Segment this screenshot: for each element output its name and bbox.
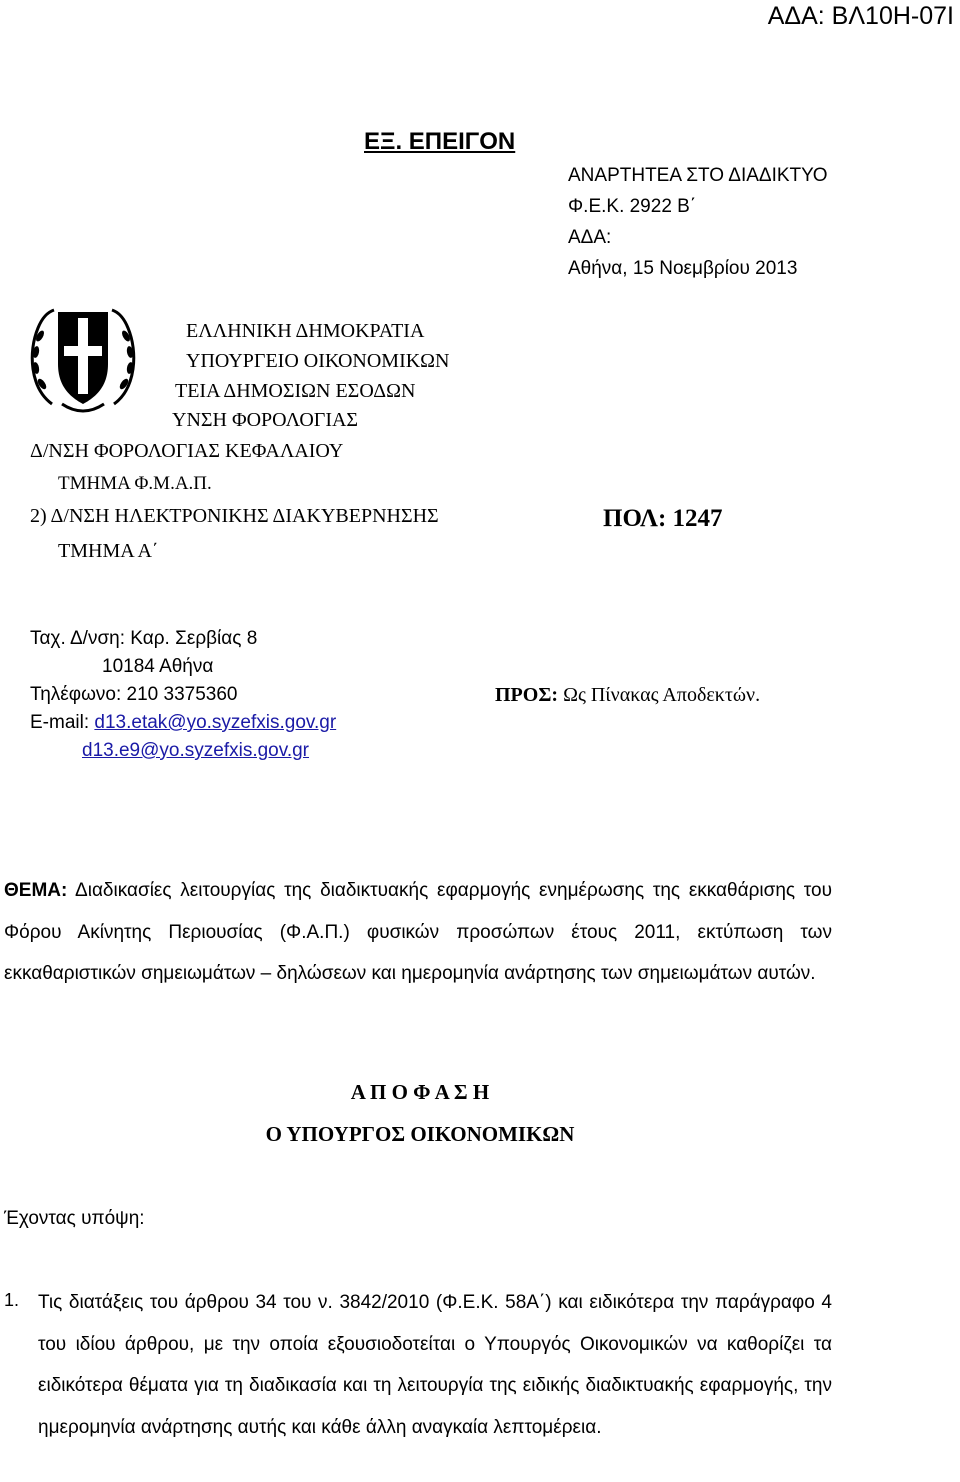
item-text: Τις διατάξεις του άρθρου 34 του ν. 3842/2010 (Φ.Ε.Κ. 58Α΄) και ειδικότερα την παράγραφο 4 του ιδίου άρθρου, με την οποία εξουσιοδοτείται ο Υπουργός Οικονομικών να καθορίζει τα ειδικότερα θέματα για τη διαδικασία και τη λειτουργία της ειδικής διαδικτυακής εφαρμογής, την ημερομηνία ανάρτησης αυτής και κάθε άλλη αναγκαία λεπτομέρεια. xyxy=(38,1292,832,1438)
agency-line-6: ΤΜΗΜΑ Φ.Μ.Α.Π. xyxy=(58,473,212,494)
agency-line-1: ΕΛΛΗΝΙΚΗ ΔΗΜΟΚΡΑΤΙΑ xyxy=(186,320,425,342)
item-number: 1. xyxy=(4,1290,20,1310)
email-link-1[interactable]: d13.etak@yo.syzefxis.gov.gr xyxy=(94,712,337,733)
issue-date: Αθήνα, 15 Νοεμβρίου 2013 xyxy=(568,258,798,279)
subject-text: Διαδικασίες λειτουργίας της διαδικτυακής εφαρμογής ενημέρωσης της εκκαθάρισης του Φόρου Ακίνητης Περιουσίας (Φ.Α.Π.) φυσικών προσώπων έτους 2011, εκτύπωση των εκκαθαριστικών σημειωμάτων – δηλώσεων και ημερομηνία ανάρτησης των σημειωμάτων αυτών. xyxy=(4,880,833,984)
recipient-label: ΠΡΟΣ: xyxy=(495,684,559,706)
contact-city: 10184 Αθήνα xyxy=(102,656,214,677)
minister-title: Ο ΥΠΟΥΡΓΟΣ ΟΙΚΟΝΟΜΙΚΩΝ xyxy=(265,1122,575,1146)
recipient xyxy=(495,684,760,707)
publish-note: ΑΝΑΡΤΗΤΕΑ ΣΤΟ ΔΙΑΔΙΚΤΥΟ xyxy=(568,165,828,186)
contact-address: Ταχ. Δ/νση: Καρ. Σερβίας 8 xyxy=(30,628,258,649)
decision-title: Α Π Ο Φ Α Σ Η xyxy=(350,1080,490,1104)
considering-label: Έχοντας υπόψη: xyxy=(4,1208,145,1229)
email-label: E-mail: xyxy=(30,712,90,733)
contact-email-row xyxy=(30,712,336,734)
subject-label: ΘΕΜΑ: xyxy=(4,880,68,901)
agency-line-7: 2) Δ/ΝΣΗ ΗΛΕΚΤΡΟΝΙΚΗΣ ΔΙΑΚΥΒΕΡΝΗΣΗΣ xyxy=(30,505,439,527)
agency-line-3: ΤΕΙΑ ΔΗΜΟΣΙΩΝ ΕΣΟΔΩΝ xyxy=(175,380,416,402)
agency-line-4: ΥΝΣΗ ΦΟΡΟΛΟΓΙΑΣ xyxy=(172,409,359,431)
ada-field: ΑΔΑ: xyxy=(568,227,612,248)
pol-number: ΠΟΛ: 1247 xyxy=(603,505,723,532)
agency-line-8: ΤΜΗΜΑ Α΄ xyxy=(58,540,159,562)
ada-header: ΑΔΑ: ΒΛ10Η-07Ι xyxy=(767,2,954,30)
contact-email-row-2 xyxy=(82,740,309,762)
subject-paragraph xyxy=(4,870,832,995)
greek-coat-of-arms-icon xyxy=(28,300,138,420)
recipient-value: Ως Πίνακας Αποδεκτών. xyxy=(563,684,761,706)
agency-line-2: ΥΠΟΥΡΓΕΙΟ ΟΙΚΟΝΟΜΙΚΩΝ xyxy=(186,350,450,372)
contact-phone: Τηλέφωνο: 210 3375360 xyxy=(30,684,238,705)
email-link-2[interactable]: d13.e9@yo.syzefxis.gov.gr xyxy=(82,740,309,761)
meta-block xyxy=(568,160,828,284)
fek-number: Φ.Ε.Κ. 2922 Β΄ xyxy=(568,196,697,217)
agency-line-5: Δ/ΝΣΗ ΦΟΡΟΛΟΓΙΑΣ ΚΕΦΑΛΑΙΟΥ xyxy=(30,440,344,462)
urgency-label: ΕΞ. ΕΠΕΙΓΟΝ xyxy=(364,128,516,155)
